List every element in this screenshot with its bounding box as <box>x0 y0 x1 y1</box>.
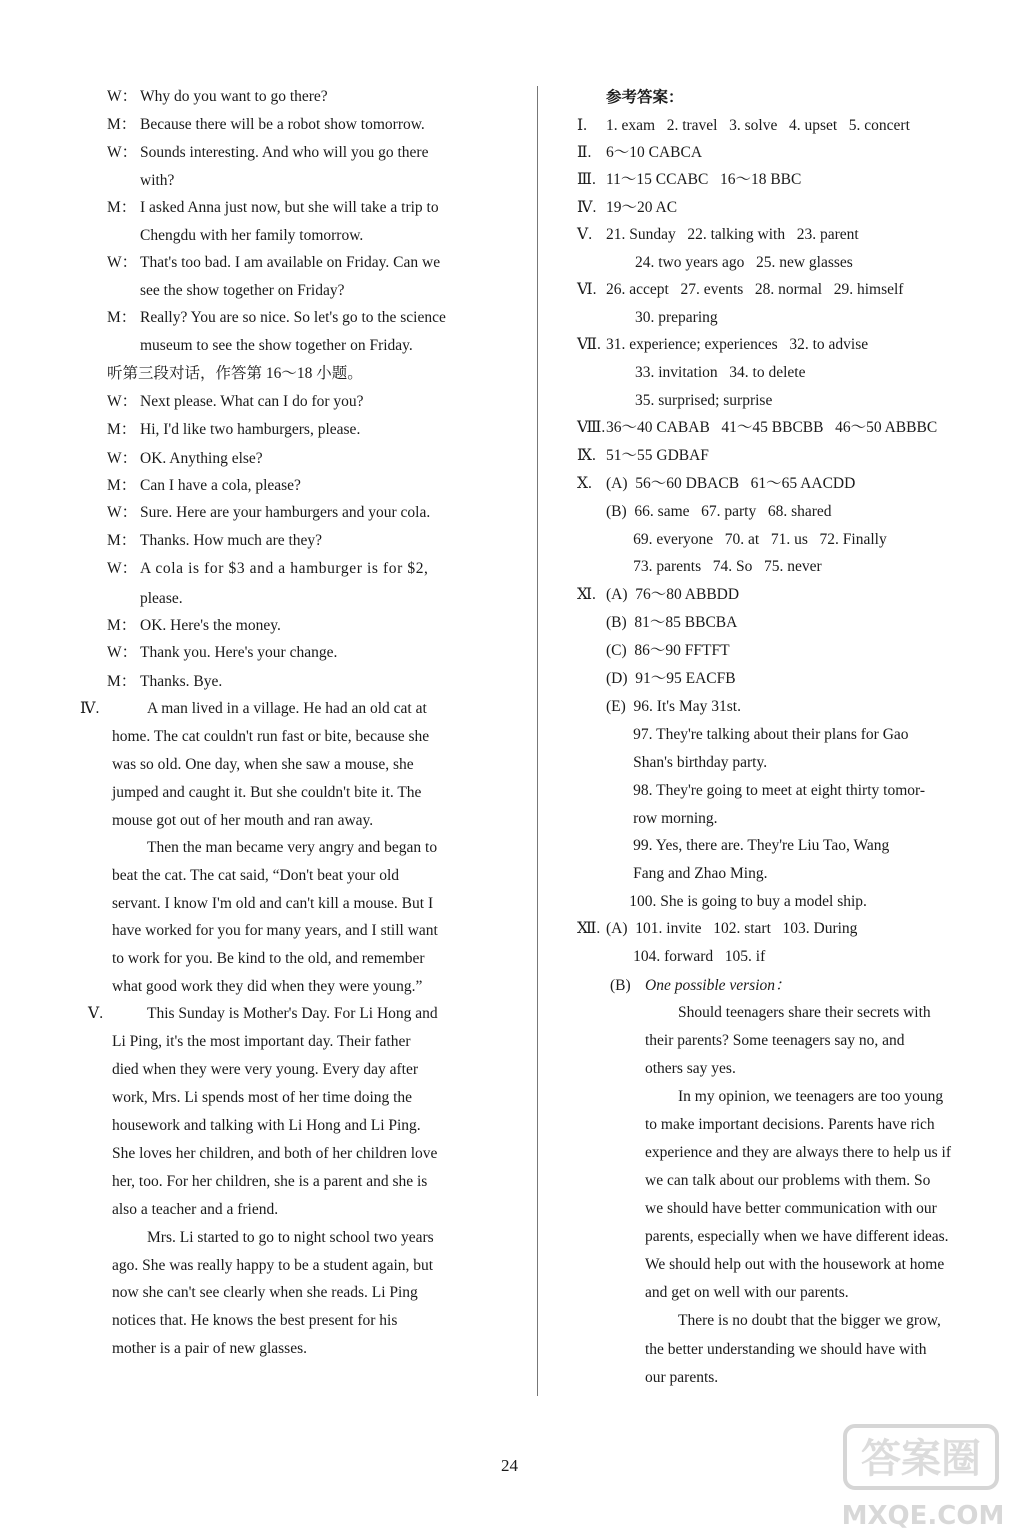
answer-line: (A) 101. invite 102. start 103. During <box>606 920 858 937</box>
answer-numeral: Ⅶ. <box>577 336 601 353</box>
answer-line: 6～10 CABCA <box>606 144 703 161</box>
answer-line: 26. accept 27. events 28. normal 29. himself <box>606 281 904 298</box>
passage-line: ago. She was really happy to be a student again, but <box>112 1257 434 1274</box>
answer-numeral: Ⅳ. <box>577 199 597 216</box>
answer-line: 30. preparing <box>635 309 718 326</box>
dialogue-line: Hi, I'd like two hamburgers, please. <box>140 421 361 438</box>
answer-line: Shan's birthday party. <box>606 754 768 771</box>
answer-line: (A) 76～80 ABBDD <box>606 586 740 603</box>
passage-line: Then the man became very angry and began to <box>147 839 438 856</box>
answer-line: 31. experience; experiences 32. to advise <box>606 336 869 353</box>
answer-numeral: Ⅴ. <box>577 226 593 243</box>
answer-numeral: Ⅷ. <box>577 419 606 436</box>
passage-line: This Sunday is Mother's Day. For Li Hong and <box>147 1005 438 1022</box>
dialogue-3-heading: 听第三段对话，作答第 16～18 小题。 <box>107 365 363 382</box>
answer-line: 51～55 GDBAF <box>606 447 709 464</box>
passage-line: Mrs. Li started to go to night school two years <box>147 1229 434 1246</box>
section-numeral-iv: Ⅳ. <box>80 700 100 717</box>
dialogue-line: OK. Here's the money. <box>140 617 281 634</box>
answer-numeral: Ⅹ. <box>577 475 592 492</box>
answer-line: 35. surprised; surprise <box>635 392 773 409</box>
passage-line: now she can't see clearly when she reads. Li Ping <box>112 1284 418 1301</box>
xii-b-intro: One possible version： <box>645 977 791 994</box>
dialogue-line: Because there will be a robot show tomorrow. <box>140 116 425 133</box>
essay-line: we should have better communication with our <box>645 1200 937 1217</box>
passage-line: home. The cat couldn't run fast or bite, because she <box>112 728 430 745</box>
answer-numeral: Ⅱ. <box>577 144 592 161</box>
answers-heading: 参考答案： <box>606 89 684 106</box>
speaker-label: M： <box>107 477 137 494</box>
essay-line: and get on well with our parents. <box>645 1284 849 1301</box>
dialogue-line: Thank you. Here's your change. <box>140 644 338 661</box>
answer-line: 1. exam 2. travel 3. solve 4. upset 5. concert <box>606 117 910 134</box>
essay-line: their parents? Some teenagers say no, and <box>645 1032 905 1049</box>
essay-line: we can talk about our problems with them. So <box>645 1172 931 1189</box>
passage-line: was so old. One day, when she saw a mouse, she <box>112 756 414 773</box>
dialogue-line: with? <box>140 172 175 189</box>
page-number: 24 <box>501 1456 518 1475</box>
dialogue-line: That's too bad. I am available on Friday. Can we <box>140 254 441 271</box>
xii-b-label: (B) <box>610 977 631 994</box>
passage-line: jumped and caught it. But she couldn't bite it. The <box>112 784 422 801</box>
speaker-label: W： <box>107 144 138 161</box>
dialogue-line: see the show together on Friday? <box>140 282 345 299</box>
answer-line: 19～20 AC <box>606 199 678 216</box>
dialogue-line: Next please. What can I do for you? <box>140 393 364 410</box>
answer-line: (C) 86～90 FFTFT <box>606 642 730 659</box>
passage-line: her, too. For her children, she is a parent and she is <box>112 1173 428 1190</box>
speaker-label: M： <box>107 532 137 549</box>
answer-line: (D) 91～95 EACFB <box>606 670 736 687</box>
answer-line: 69. everyone 70. at 71. us 72. Finally <box>606 531 887 548</box>
answer-numeral: Ⅸ. <box>577 447 596 464</box>
dialogue-line: museum to see the show together on Friday. <box>140 337 413 354</box>
speaker-label: W： <box>107 254 138 271</box>
dialogue-line: Can I have a cola, please? <box>140 477 301 494</box>
answer-line: 11～15 CCABC 16～18 BBC <box>606 171 802 188</box>
watermark-logo <box>833 1420 1013 1532</box>
passage-line: She loves her children, and both of her children love <box>112 1145 438 1162</box>
essay-line: others say yes. <box>645 1060 736 1077</box>
answer-line: 36～40 CABAB 41～45 BBCBB 46～50 ABBBC <box>606 419 938 436</box>
dialogue-line: Really? You are so nice. So let's go to the science <box>140 309 446 326</box>
essay-line: experience and they are always there to help us if <box>645 1144 951 1161</box>
answer-numeral: Ⅻ. <box>577 920 601 937</box>
speaker-label: W： <box>107 393 138 410</box>
passage-line: servant. I know I'm old and can't kill a mouse. But I <box>112 895 434 912</box>
dialogue-line: Sure. Here are your hamburgers and your cola. <box>140 504 431 521</box>
speaker-label: M： <box>107 673 137 690</box>
passage-line: A man lived in a village. He had an old cat at <box>147 700 427 717</box>
answer-numeral: Ⅲ. <box>577 171 596 188</box>
essay-line: We should help out with the housework at home <box>645 1256 945 1273</box>
passage-line: notices that. He knows the best present for his <box>112 1312 398 1329</box>
essay-line: the better understanding we should have with <box>645 1341 927 1358</box>
answer-line: (E) 96. It's May 31st. <box>606 698 741 715</box>
speaker-label: W： <box>107 644 138 661</box>
dialogue-line: OK. Anything else? <box>140 450 263 467</box>
watermark-text: MXQE.COM <box>841 1501 1005 1531</box>
answer-line: 24. two years ago 25. new glasses <box>635 254 853 271</box>
section-numeral-v: Ⅴ. <box>88 1005 104 1022</box>
passage-line: also a teacher and a friend. <box>112 1201 279 1218</box>
answer-line: 33. invitation 34. to delete <box>635 364 806 381</box>
speaker-label: M： <box>107 617 137 634</box>
answer-line: (B) 81～85 BBCBA <box>606 614 738 631</box>
speaker-label: W： <box>107 450 138 467</box>
column-divider <box>537 86 538 1396</box>
speaker-label: W： <box>107 88 138 105</box>
answer-line: 104. forward 105. if <box>606 948 766 965</box>
passage-line: what good work they did when they were young.” <box>112 978 423 995</box>
answer-line: 73. parents 74. So 75. never <box>606 558 822 575</box>
passage-line: beat the cat. The cat said, “Don't beat your old <box>112 867 399 884</box>
speaker-label: W： <box>107 560 138 577</box>
passage-line: housework and talking with Li Hong and Li Ping. <box>112 1117 421 1134</box>
speaker-label: W： <box>107 504 138 521</box>
passage-line: Li Ping, it's the most important day. Their father <box>112 1033 411 1050</box>
essay-line: to make important decisions. Parents have rich <box>645 1116 935 1133</box>
dialogue-line: A cola is for $3 and a hamburger is for $2, <box>140 560 429 577</box>
dialogue-line: please. <box>140 590 183 607</box>
essay-line: parents, especially when we have different ideas. <box>645 1228 949 1245</box>
passage-line: died when they were very young. Every day after <box>112 1061 419 1078</box>
answer-line: row morning. <box>606 810 718 827</box>
answer-line: 98. They're going to meet at eight thirty tomor- <box>606 782 926 799</box>
answer-line: 21. Sunday 22. talking with 23. parent <box>606 226 859 243</box>
dialogue-line: Thanks. Bye. <box>140 673 223 690</box>
passage-line: mouse got out of her mouth and ran away. <box>112 812 374 829</box>
answer-line: (B) 66. same 67. party 68. shared <box>606 503 832 520</box>
speaker-label: M： <box>107 199 137 216</box>
speaker-label: M： <box>107 421 137 438</box>
answer-line: 100. She is going to buy a model ship. <box>606 893 867 910</box>
watermark-logo-text: 答案圈 <box>861 1436 981 1482</box>
dialogue-line: Sounds interesting. And who will you go there <box>140 144 429 161</box>
answer-line: 97. They're talking about their plans for Gao <box>606 726 909 743</box>
essay-line: our parents. <box>645 1369 719 1386</box>
essay-line: There is no doubt that the bigger we grow, <box>678 1312 941 1329</box>
essay-line: Should teenagers share their secrets with <box>678 1004 931 1021</box>
dialogue-line: I asked Anna just now, but she will take a trip to <box>140 199 439 216</box>
answer-numeral: Ⅺ. <box>577 586 596 603</box>
dialogue-line: Why do you want to go there? <box>140 88 328 105</box>
speaker-label: M： <box>107 116 137 133</box>
answer-numeral: Ⅵ. <box>577 281 597 298</box>
speaker-label: M： <box>107 309 137 326</box>
passage-line: to work for you. Be kind to the old, and remember <box>112 950 425 967</box>
essay-line: In my opinion, we teenagers are too young <box>678 1088 944 1105</box>
passage-line: mother is a pair of new glasses. <box>112 1340 307 1357</box>
passage-line: have worked for you for many years, and I still want <box>112 922 438 939</box>
passage-line: work, Mrs. Li spends most of her time doing the <box>112 1089 413 1106</box>
answer-line: (A) 56～60 DBACB 61～65 AACDD <box>606 475 856 492</box>
dialogue-line: Chengdu with her family tomorrow. <box>140 227 364 244</box>
answer-line: 99. Yes, there are. They're Liu Tao, Wang <box>606 837 890 854</box>
answer-numeral: Ⅰ. <box>577 117 587 134</box>
answer-line: Fang and Zhao Ming. <box>606 865 768 882</box>
dialogue-line: Thanks. How much are they? <box>140 532 323 549</box>
